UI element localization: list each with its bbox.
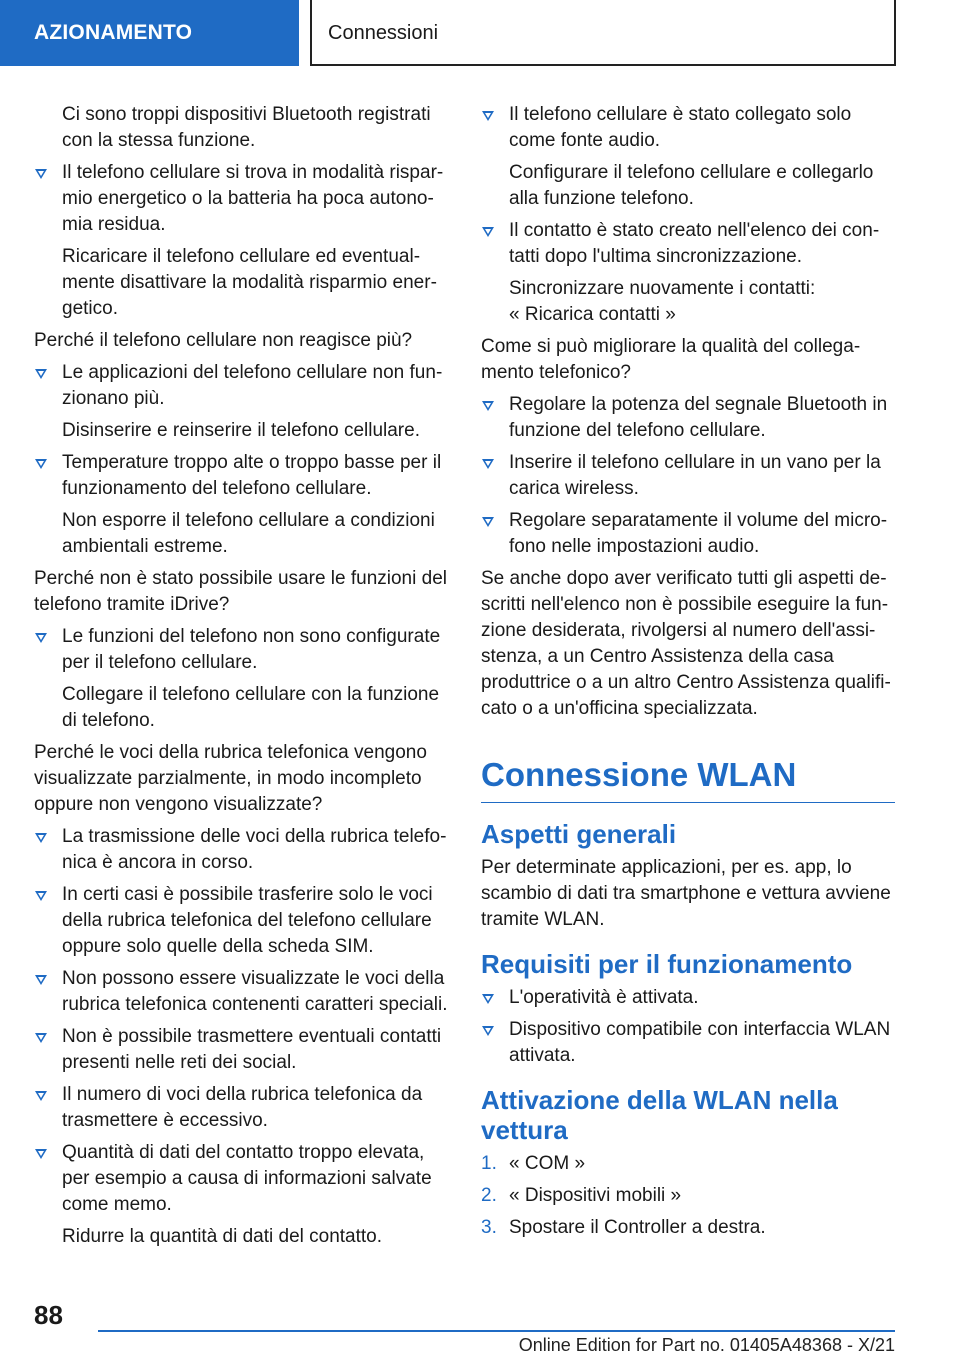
list-item: Le funzioni del telefono non sono configurate per il telefono cellulare. <box>34 624 450 676</box>
triangle-bullet-icon <box>35 169 47 179</box>
list-item: Quantità di dati del contatto troppo elevata, per esempio a causa di informazioni salvate come memo. <box>34 1140 450 1218</box>
triangle-bullet-icon <box>35 975 47 985</box>
question: Perché il telefono cellulare non reagisce più? <box>34 330 413 351</box>
paragraph: Ridurre la quantità di dati del contatto. <box>62 1226 383 1247</box>
footer-edition: Online Edition for Part no. 01405A48368 - X/21 <box>518 1335 895 1355</box>
paragraph: Sincronizzare nuovamente i contatti: <box>509 278 816 299</box>
triangle-bullet-icon <box>35 1149 47 1159</box>
triangle-bullet-icon <box>482 459 494 469</box>
list-item: L'operatività è attivata. <box>481 985 895 1011</box>
list-item: Inserire il telefono cellulare in un vano per la carica wireless. <box>481 450 895 502</box>
triangle-bullet-icon <box>35 891 47 901</box>
paragraph: Disinserire e reinserire il telefono cellulare. <box>62 420 420 441</box>
list-item: Regolare la potenza del segnale Bluetooth in funzione del telefono cellulare. <box>481 392 895 444</box>
list-item: Il numero di voci della rubrica telefonica da trasmettere è eccessivo. <box>34 1082 450 1134</box>
triangle-bullet-icon <box>482 227 494 237</box>
question: Perché non è stato possibile usare le funzioni del telefono tramite iDrive? <box>34 568 447 615</box>
list-item: La trasmissione delle voci della rubrica telefonica è ancora in corso. <box>34 824 450 876</box>
list-item: Le applicazioni del telefono cellulare non funzionano più. <box>34 360 450 412</box>
list-item: Regolare separatamente il volume del microfono nelle impostazioni audio. <box>481 508 895 560</box>
triangle-bullet-icon <box>482 1026 494 1036</box>
triangle-bullet-icon <box>35 833 47 843</box>
paragraph: Ricaricare il telefono cellulare ed eventualmente disattivare la modalità risparmio energetico. <box>62 246 437 319</box>
paragraph: Configurare il telefono cellulare e collegarlo alla funzione telefono. <box>509 162 874 209</box>
list-item: Il telefono cellulare è stato collegato solo come fonte audio. <box>481 102 895 154</box>
subsection-title: Aspetti generali <box>481 819 677 849</box>
numbered-step: 2. « Dispositivi mobili » <box>481 1185 682 1206</box>
triangle-bullet-icon <box>482 401 494 411</box>
triangle-bullet-icon <box>35 1091 47 1101</box>
triangle-bullet-icon <box>482 517 494 527</box>
paragraph: Per determinate applicazioni, per es. app, lo scambio di dati tra smartphone e vettura avviene tramite WLAN. <box>481 857 891 930</box>
triangle-bullet-icon <box>35 633 47 643</box>
list-item: Non possono essere visualizzate le voci della rubrica telefonica contenenti caratteri speciali. <box>34 966 450 1018</box>
paragraph: Ci sono troppi dispositivi Bluetooth registrati con la stessa funzione. <box>62 104 431 151</box>
list-item: Non è possibile trasmettere eventuali contatti presenti nelle reti dei social. <box>34 1024 450 1076</box>
right-column <box>481 102 895 1247</box>
question: Perché le voci della rubrica telefonica vengono visualizzate parzialmente, in modo incompleto oppure non vengono visualizzate? <box>34 742 427 815</box>
page-number: 88 <box>34 1300 63 1330</box>
triangle-bullet-icon <box>482 994 494 1004</box>
header-chapter-title: Connessioni <box>310 0 896 66</box>
triangle-bullet-icon <box>35 369 47 379</box>
list-item: Il telefono cellulare si trova in modalità risparmio energetico o la batteria ha poca autonomia residua. <box>34 160 450 238</box>
subsection-title: Attivazione della WLAN nella vettura <box>481 1085 838 1145</box>
triangle-bullet-icon <box>35 459 47 469</box>
paragraph: Se anche dopo aver verificato tutti gli aspetti descritti nell'elenco non è possibile eseguire la funzione desiderata, rivolgersi al numero dell'assistenza, a un Centro Assistenza della casa produttrice o a un altro Centro Assistenza qualificato o a un'officina specializzata. <box>481 568 891 719</box>
question: Come si può migliorare la qualità del collegamento telefonico? <box>481 336 861 383</box>
section-title: Connessione WLAN <box>481 756 895 803</box>
list-item: In certi casi è possibile trasferire solo le voci della rubrica telefonica del telefono cellulare oppure solo quelle della scheda SIM. <box>34 882 450 960</box>
list-item: Dispositivo compatibile con interfaccia WLAN attivata. <box>481 1017 895 1069</box>
numbered-step: 3. Spostare il Controller a destra. <box>481 1217 766 1238</box>
paragraph: « Ricarica contatti » <box>509 304 676 325</box>
triangle-bullet-icon <box>482 111 494 121</box>
triangle-bullet-icon <box>35 1033 47 1043</box>
list-item: Temperature troppo alte o troppo basse per il funzionamento del telefono cellulare. <box>34 450 450 502</box>
subsection-title: Requisiti per il funzionamento <box>481 949 853 979</box>
paragraph: Collegare il telefono cellulare con la funzione di telefono. <box>62 684 440 731</box>
list-item: Il contatto è stato creato nell'elenco dei contatti dopo l'ultima sincronizzazione. <box>481 218 895 270</box>
header-section-tab: AZIONAMENTO <box>0 0 299 66</box>
paragraph: Non esporre il telefono cellulare a condizioni ambientali estreme. <box>62 510 435 557</box>
numbered-step: 1. « COM » <box>481 1153 586 1174</box>
left-column <box>34 102 450 1256</box>
